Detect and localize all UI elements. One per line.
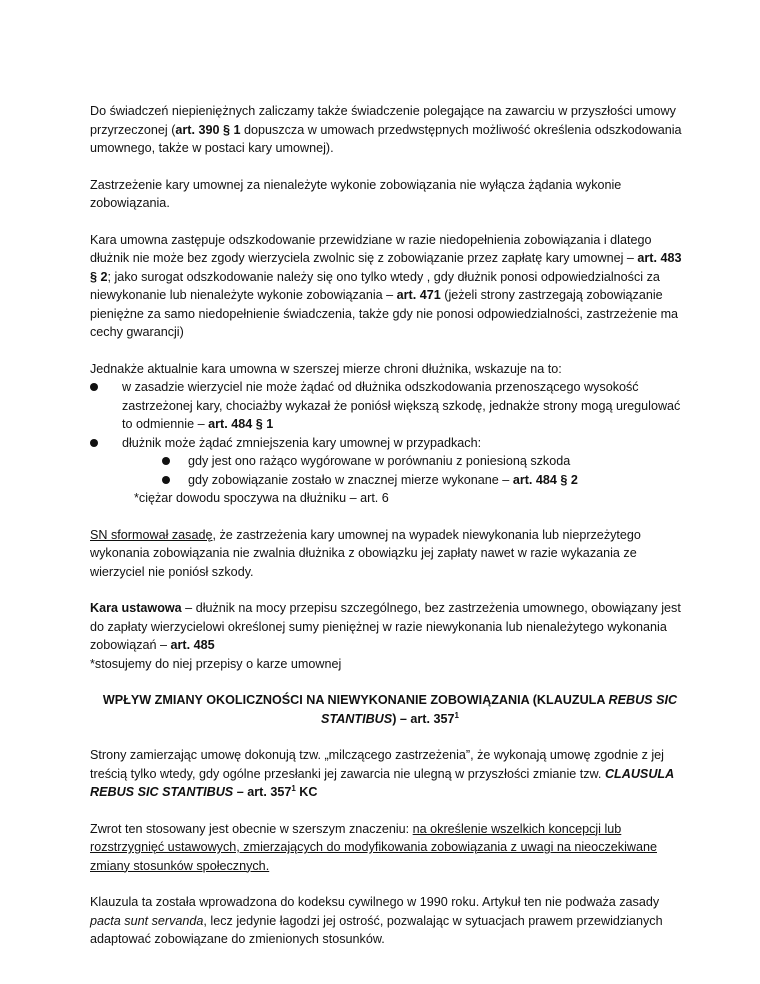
text: Zwrot ten stosowany jest obecnie w szerszym znaczeniu: (90, 821, 413, 836)
text: gdy jest ono rażąco wygórowane w porównaniu z poniesioną szkoda (188, 454, 571, 468)
latin-term: pacta sunt servanda (90, 913, 204, 928)
underlined-text: SN sformował zasadę (90, 527, 213, 542)
list-intro: Jednakże aktualnie kara umowna w szerszej mierze chroni dłużnika, wskazuje na to: (90, 361, 562, 376)
paragraph-penalty-replaces (90, 231, 690, 342)
bullet-icon (162, 476, 170, 484)
paragraph-debtor-protection (90, 360, 690, 508)
paragraph-reservation: Zastrzeżenie kary umownej za nienależyte wykonie zobowiązania nie wyłącza żądania wykonie zobowiązania. (90, 177, 622, 210)
text: dopuszcza w umowach przedwstępnych możliwość określenia odszkodowania umownego, także w postaci kary umownej). (90, 122, 682, 155)
bullet-list (90, 378, 690, 489)
text: Do świadczeń niepieniężnych zaliczamy także świadczenie polegające na zawarciu w przyszłości umowy przyrzeczonej ( (90, 104, 676, 137)
text: , lecz jedynie łagodzi jej ostrość, pozwalając w sytuacjach prawem przewidzianych adaptować zobowiązane do zmienionych stosunków. (90, 913, 663, 946)
list-item (162, 471, 690, 490)
article-ref: art. 484 § 1 (208, 417, 274, 431)
paragraph-nonmonetary (90, 102, 690, 158)
article-ref: – art. 357 (233, 785, 292, 799)
text: , że zastrzeżenia kary umownej na wypadek niewykonania lub nieprzeżytego wykonania zobowiązania nie zwalnia dłużnika z obowiązku jej zapłaty nawet w razie wykazania ze wierzyciel nie poniósł szkody. (90, 527, 641, 579)
list-item (162, 452, 690, 471)
text: Kara umowna zastępuje odszkodowanie przewidziane w razie niedopełnienia zobowiązania i dlatego dłużnik nie może bez zgody wierzyciela zwolnic się z zobowiązanie przez zapłatę kary umownej – (90, 232, 652, 265)
text: dłużnik może żądać zmniejszenia kary umownej w przypadkach: (122, 435, 482, 450)
latin-term: CLAUSULA REBUS SIC STANTIBUS (90, 766, 674, 799)
paragraph-sn-rule (90, 526, 690, 582)
text: Klauzula ta została wprowadzona do kodeksu cywilnego w 1990 roku. Artykuł ten nie podważa zasady (90, 895, 660, 909)
section-heading: WPŁYW ZMIANY OKOLICZNOŚCI NA NIEWYKONANIE ZOBOWIĄZANIA (KLAUZULA REBUS SIC STANTIBUS) – art. $357^1$ (102, 693, 678, 726)
article-ref: art. 483 § 2 (90, 251, 682, 284)
bullet-icon (90, 383, 98, 391)
paragraph-silent-reservation: Strony zamierzając umowę dokonują tzw. „milczącego zastrzeżenia”, że wykonają umowę zgodnie z jej treścią tylko wtedy, gdy ogólne przesłanki jej zawarcia nie ulegną w przyszłości zmianie tzw. CLAUSULA REBUS SIC STANTIBUS – art. $357^1$ KC (90, 748, 674, 799)
text: ; jako surogat odszkodowanie należy się ono tylko wtedy , gdy dłużnik ponosi odpowiedzialności za niewykonanie lub nienależyte wykonie zobowiązania – (90, 269, 660, 302)
text: w zasadzie wierzyciel nie może żądać od dłużnika odszkodowania przenoszącego wysokość zastrzeżonej kary, chociażby wykazał że poniósł większą szkodę, jednakże strony mogą uregulować to odmiennie – (122, 380, 681, 431)
list-item (90, 378, 690, 434)
bullet-icon (90, 439, 98, 447)
article-ref: KC (295, 785, 318, 799)
underlined-text: na określenie wszelkich koncepcji lub rozstrzygnięć ustawowych, zmierzających do modyfikowania zobowiązania z uwagi na nieoczekiwane zmiany stosunków społecznych. (90, 821, 657, 873)
document-page (90, 102, 690, 967)
text: (jeżeli strony zastrzegają zobowiązanie pieniężne za samo niedopełnienie świadczenia, także gdy nie ponosi odpowiedzialności, zastrzeżenie ma cechy gwarancji) (90, 288, 679, 339)
paragraph-statutory-penalty (90, 599, 690, 673)
text: gdy zobowiązanie zostało w znacznej mierze wykonane – (188, 472, 513, 487)
term: Kara ustawowa (90, 601, 182, 615)
article-ref: art. 471 (396, 288, 441, 302)
text: Strony zamierzając umowę dokonują tzw. „milczącego zastrzeżenia”, że wykonają umowę zgodnie z jej treścią tylko wtedy, gdy ogólne przesłanki jej zawarcia nie ulegną w przyszłości zmianie tzw. (90, 748, 664, 781)
article-ref: art. 390 § 1 (175, 122, 241, 137)
sub-bullet-list (122, 452, 690, 489)
paragraph-broader-meaning (90, 820, 690, 876)
article-ref: art. 484 § 2 (512, 472, 578, 487)
latin-term: REBUS SIC STANTIBUS (321, 693, 678, 726)
note: *stosujemy do niej przepisy o karze umownej (90, 656, 342, 671)
article-ref: art. 485 (170, 638, 215, 652)
bullet-icon (162, 457, 170, 465)
text: – dłużnik na mocy przepisu szczególnego, bez zastrzeżenia umownego, obowiązany jest do zapłaty wierzycielowi określonej sumy pieniężnej w razie niewykonania lub nienależytego wykonania zobowiązań – (90, 601, 681, 652)
paragraph-introduction-1990 (90, 893, 690, 949)
list-item (90, 434, 690, 490)
burden-of-proof-note: *ciężar dowodu spoczywa na dłużniku – art. 6 (134, 491, 389, 505)
